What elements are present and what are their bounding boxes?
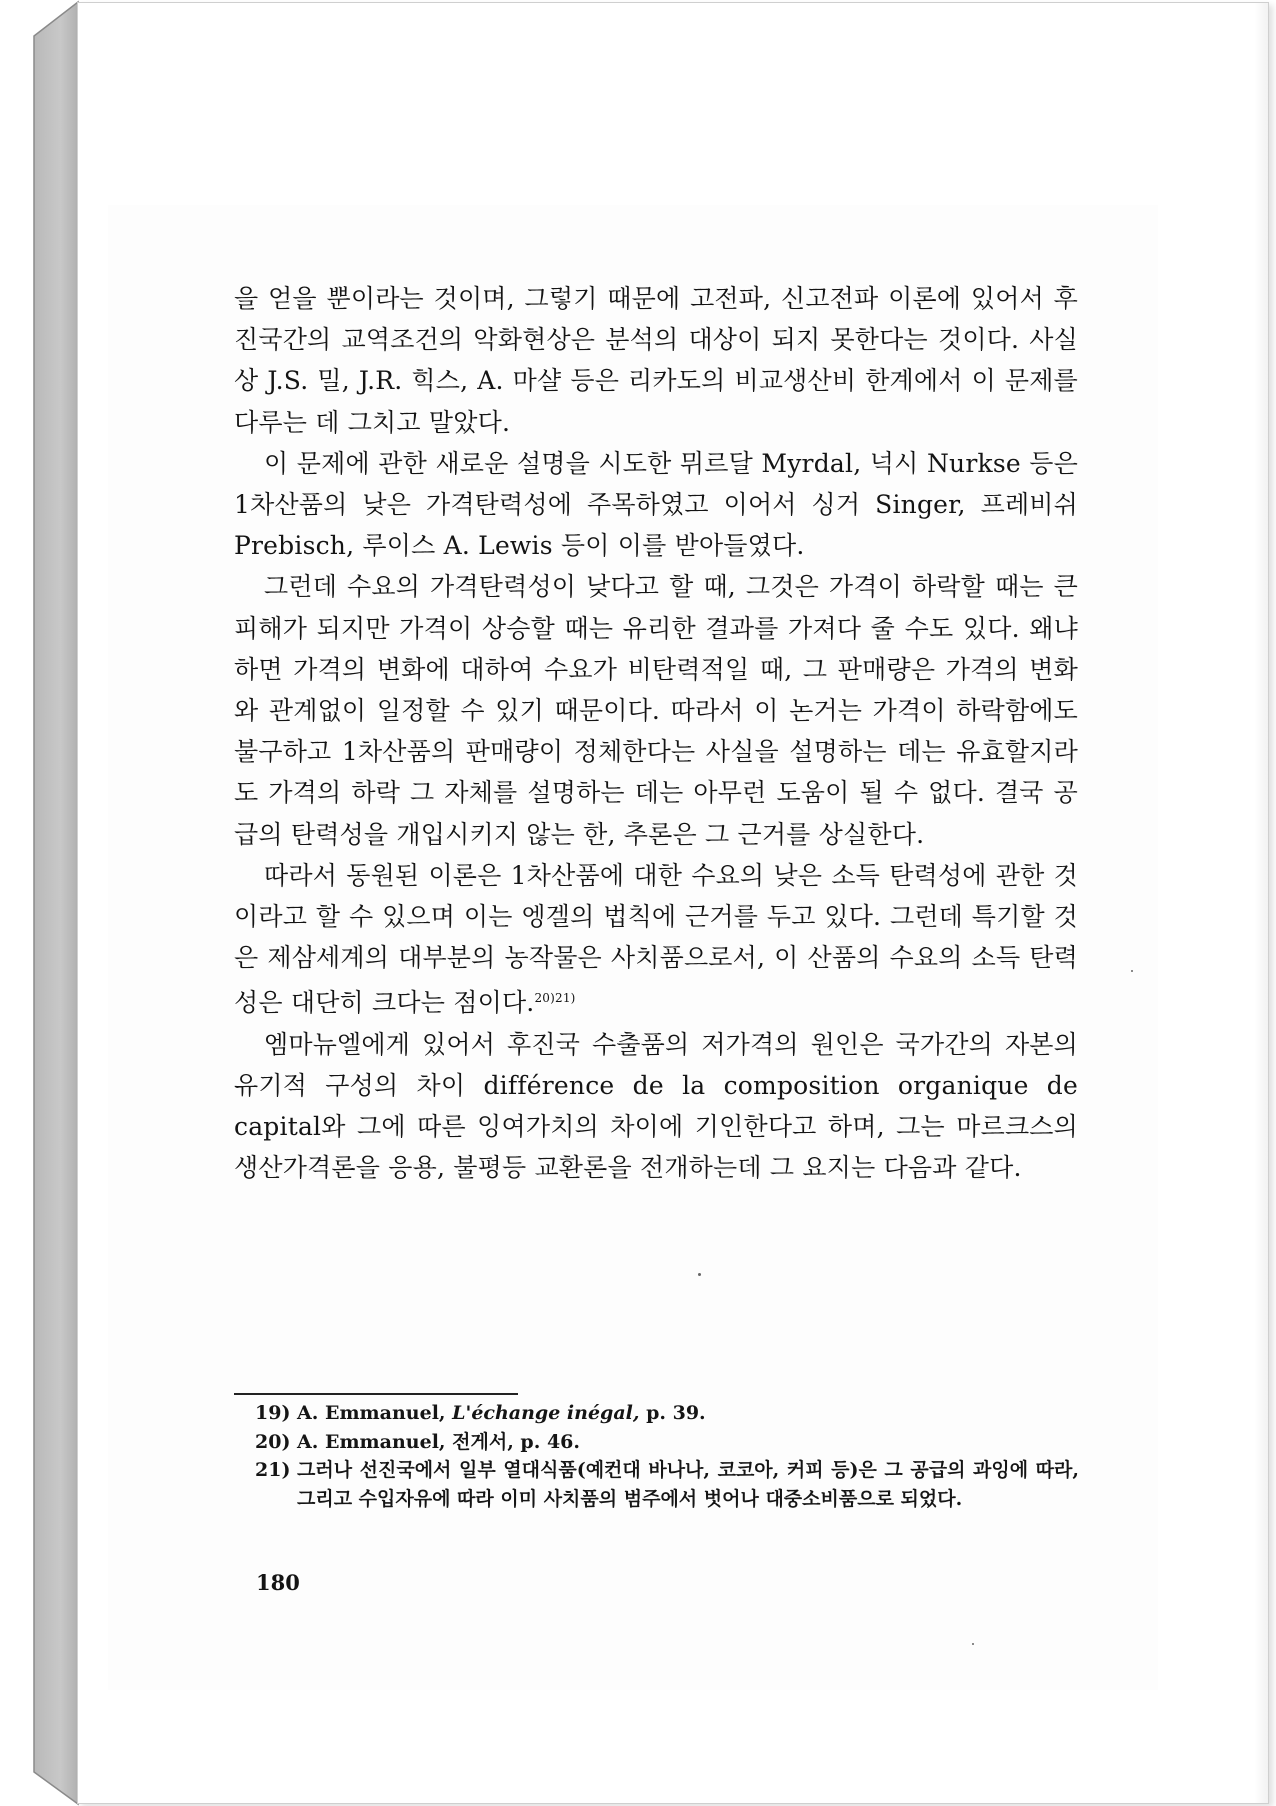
footnote-text: 그러나 선진국에서 일부 열대식품(예컨대 바나나, 코코아, 커피 등)은 그 공급의 과잉에 따라, 그리고 수입자유에 따라 이미 사치품의 범주에서 벗어나 대중소비품으로 되었다. xyxy=(297,1459,1079,1510)
paragraph-4 xyxy=(234,855,1078,1024)
page-number: 180 xyxy=(256,1570,300,1595)
footnote-book-title: L'échange inégal, xyxy=(452,1402,640,1424)
scan-speck xyxy=(972,1643,974,1645)
body-text xyxy=(234,278,1078,1188)
footnote-text: A. Emmanuel, 전게서, p. 46. xyxy=(297,1430,580,1453)
page-edge-shadow xyxy=(1254,3,1268,1803)
scan-speck xyxy=(1131,970,1133,972)
footnote-author: A. Emmanuel, xyxy=(297,1402,446,1424)
paragraph-2: 이 문제에 관한 새로운 설명을 시도한 뮈르달 Myrdal, 넉시 Nurkse 등은 1차산품의 낮은 가격탄력성에 주목하였고 이어서 싱거 Singer, 프레비쉬 Prebisch, 루이스 A. Lewis 등이 이를 받아들였다. xyxy=(234,448,1078,561)
footnote-number: 19) xyxy=(255,1402,291,1424)
footnote-number: 20) xyxy=(255,1430,291,1453)
paragraph-4-text: 따라서 동원된 이론은 1차산품에 대한 수요의 낮은 소득 탄력성에 관한 것이라고 할 수 있으며 이는 엥겔의 법칙에 근거를 두고 있다. 그런데 특기할 것은 제삼세계의 대부분의 농작물은 사치품으로서, 이 산품의 수요의 소득 탄력성은 대단히 크다는 점이다. xyxy=(234,860,1078,1018)
paragraph-5: 엠마뉴엘에게 있어서 후진국 수출품의 저가격의 원인은 국가간의 자본의 유기적 구성의 차이 différence de la composition organique de capital와 그에 따른 잉여가치의 차이에 기인한다고 하며, 그는 마르크스의 생산가격론을 응용, 불평등 교환론을 전개하는데 그 요지는 다음과 같다. xyxy=(234,1029,1078,1183)
footnote-number: 21) xyxy=(255,1459,291,1481)
footnote-20 xyxy=(255,1428,1079,1457)
footnote-text xyxy=(297,1399,1079,1428)
footnote-21 xyxy=(255,1456,1079,1513)
footnote-reference: 20)21) xyxy=(534,991,576,1006)
scan-speck xyxy=(698,1273,701,1276)
footnote-19 xyxy=(255,1399,1079,1428)
footnote-divider xyxy=(234,1393,518,1395)
footnote-page: p. 39. xyxy=(646,1402,706,1424)
book-spine-shape xyxy=(0,0,80,1806)
paragraph-1: 을 얻을 뿐이라는 것이며, 그렇기 때문에 고전파, 신고전파 이론에 있어서 후진국간의 교역조건의 악화현상은 분석의 대상이 되지 못한다는 것이다. 사실상 J.S. 밀, J.R. 힉스, A. 마샬 등은 리카도의 비교생산비 한계에서 이 문제를 다루는 데 그치고 말았다. xyxy=(234,284,1078,437)
paragraph-3: 그런데 수요의 가격탄력성이 낮다고 할 때, 그것은 가격이 하락할 때는 큰 피해가 되지만 가격이 상승할 때는 유리한 결과를 가져다 줄 수도 있다. 왜냐하면 가격의 변화에 대하여 수요가 비탄력적일 때, 그 판매량은 가격의 변화와 관계없이 일정할 수 있기 때문이다. 따라서 이 논거는 가격이 하락함에도 불구하고 1차산품의 판매량이 정체한다는 사실을 설명하는 데는 유효할지라도 가격의 하락 그 자체를 설명하는 데는 아무런 도움이 될 수 없다. 결국 공급의 탄력성을 개입시키지 않는 한, 추론은 그 근거를 상실한다. xyxy=(234,572,1078,849)
book-spine xyxy=(0,0,80,1806)
footnotes xyxy=(255,1399,1079,1513)
